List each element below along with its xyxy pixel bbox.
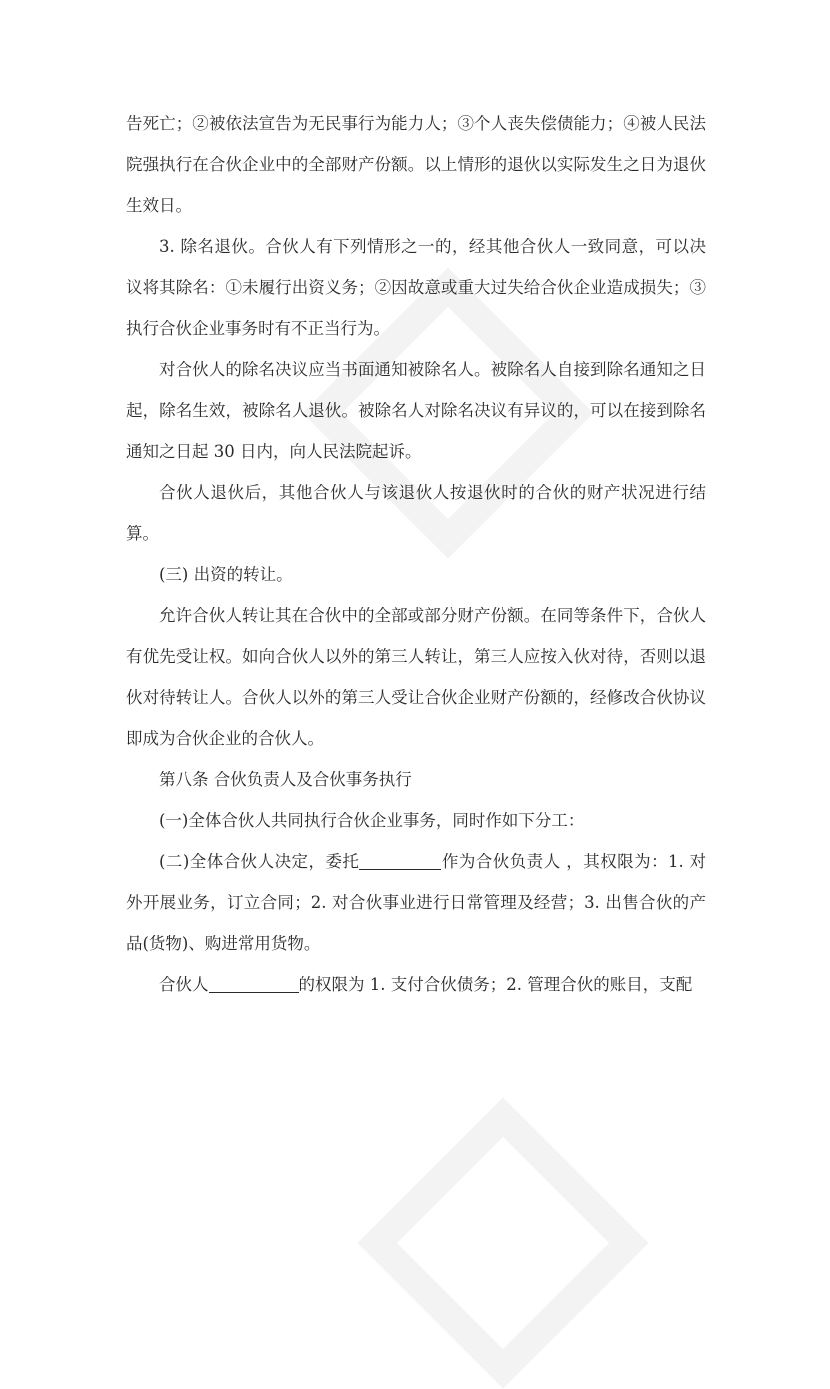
- document-body: [126, 103, 706, 1005]
- partner-text-after: 的权限为 1. 支付合伙债务；2. 管理合伙的账目，支配: [298, 975, 693, 994]
- delegation-text-after: 作为合伙负责人 ，其权限为：1. 对外开展业务，订立合同；2. 对合伙事业进行日常管理及经营；3. 出售合伙的产品(货物)、购进常用货物。: [126, 852, 707, 953]
- partner-text-before: 合伙人: [159, 975, 209, 994]
- paragraph-delegation: [126, 841, 706, 964]
- paragraph-division-of-work: (一)全体合伙人共同执行合伙企业事务，同时作如下分工：: [159, 811, 585, 830]
- paragraph-expulsion: 3. 除名退伙。合伙人有下列情形之一的，经其他合伙人一致同意，可以决议将其除名：①未履行出资义务；②因故意或重大过失给合伙企业造成损失；③执行合伙企业事务时有不正当行为。: [126, 237, 706, 338]
- partner-name-blank[interactable]: [209, 976, 299, 994]
- paragraph-transfer: 允许合伙人转让其在合伙中的全部或部分财产份额。在同等条件下，合伙人有优先受让权。如向合伙人以外的第三人转让，第三人应按入伙对待，否则以退伙对待转让人。合伙人以外的第三人受让合伙企业财产份额的，经修改合伙协议即成为合伙企业的合伙人。: [126, 606, 706, 748]
- paragraph-expulsion-notice: 对合伙人的除名决议应当书面通知被除名人。被除名人自接到除名通知之日起，除名生效，被除名人退伙。被除名人对除名决议有异议的，可以在接到除名通知之日起 30 日内，向人民法院起诉。: [126, 360, 706, 461]
- section-heading-transfer: (三) 出资的转让。: [159, 565, 293, 584]
- delegation-text-before: (二)全体合伙人决定，委托: [159, 852, 360, 871]
- responsible-partner-blank[interactable]: [359, 853, 441, 871]
- paragraph-withdrawal-cases: 告死亡；②被依法宣告为无民事行为能力人；③个人丧失偿债能力；④被人民法院强执行在合伙企业中的全部财产份额。以上情形的退伙以实际发生之日为退伙生效日。: [126, 114, 706, 215]
- paragraph-settlement: 合伙人退伙后，其他合伙人与该退伙人按退伙时的合伙的财产状况进行结算。: [126, 483, 706, 543]
- paragraph-partner-authority: [126, 964, 706, 1005]
- article-heading-eight: 第八条 合伙负责人及合伙事务执行: [159, 770, 412, 789]
- watermark-logo: [357, 1097, 648, 1388]
